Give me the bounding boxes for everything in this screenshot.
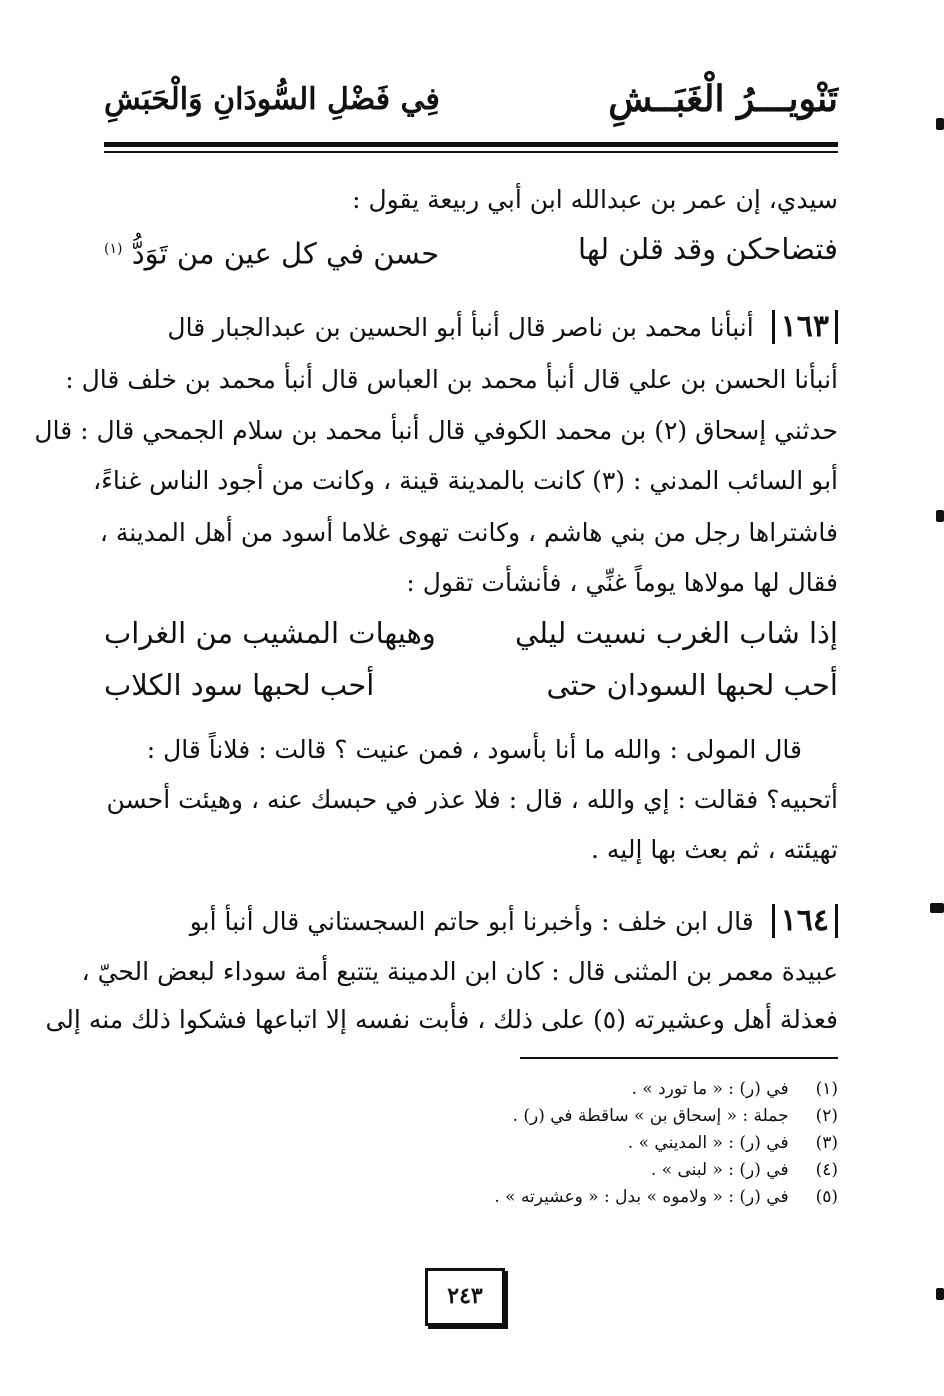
footnote-text: في (ر) : « المديني » . [627,1133,789,1153]
entry-number: ١٦٣ [772,310,838,344]
text-line: حدثني إسحاق (٢) بن محمد الكوفي قال أنبأ محمد بن سلام الجمحي قال : قال [34,416,838,445]
text-line: سيدي، إن عمر بن عبدالله ابن أبي ربيعة يقول : [352,185,838,214]
verse-hemistich-right: فتضاحكن وقد قلن لها [578,232,838,266]
footnote-text: في (ر) : « لبنى » . [650,1160,789,1180]
footnote-text: في (ر) : « ولاموه » بدل : « وعشيرته » . [494,1187,789,1207]
entry-text: أنبأنا محمد بن ناصر قال أنبأ أبو الحسين بن عبدالجبار قال [167,313,754,342]
header-rule-thick [104,142,838,147]
footnote-number: (٣) [815,1133,838,1153]
verse-hemistich-right: أحب لحبها السودان حتى [546,668,838,702]
text-line: أبو السائب المدني : (٣) كانت بالمدينة قينة ، وكانت من أجود الناس غناءً، [93,466,838,495]
footnote-number: (٤) [815,1160,838,1180]
margin-mark [936,510,944,522]
text-line: تهيئته ، ثم بعث بها إليه . [591,835,838,864]
text-line: فاشتراها رجل من بني هاشم ، وكانت تهوى غلاما أسود من أهل المدينة ، [99,518,838,547]
verse-hemistich-left [104,226,439,277]
text-line: عبيدة معمر بن المثنى قال : كان ابن الدمينة يتتبع أمة سوداء لبعض الحيّ ، [81,957,838,986]
footnote-text: جملة : « إسحاق بن » ساقطة في (ر) . [512,1106,789,1126]
text-line [104,308,838,348]
footnote-number: (١) [815,1079,838,1099]
verse-hemistich-right: إذا شاب الغرب نسيت ليلي [514,616,838,650]
footnote-separator [520,1057,838,1059]
running-header [104,78,838,134]
margin-mark [936,1288,944,1300]
footnote [104,1157,838,1183]
verse-line [104,226,838,272]
entry-text: قال ابن خلف : وأخبرنا أبو حاتم السجستاني قال أنبأ أبو [189,907,754,936]
verse-hemistich-left: وهيهات المشيب من الغراب [104,616,436,650]
verse-text: حسن في كل عين من تَوَدُّ [131,236,440,271]
text-line: فقال لها مولاها يوماً غنِّي ، فأنشأت تقول : [406,568,838,597]
book-title: تَنْويـــرُ الْغَبَــشِ [608,78,838,120]
text-line: أنبأنا الحسن بن علي قال أنبأ محمد بن العباس قال أنبأ محمد بن خلف قال : [65,365,838,394]
footnote-text: في (ر) : « ما تورد » . [631,1079,789,1099]
verse-hemistich-left: أحب لحبها سود الكلاب [104,668,375,702]
text-line: فعذلة أهل وعشيرته (٥) على ذلك ، فأبت نفسه إلا اتباعها فشكوا ذلك منه إلى [45,1005,838,1034]
text-line: أتحبيه؟ فقالت : إي والله ، قال : فلا عذر في حبسك عنه ، وهيئت أحسن [106,785,838,814]
footnote [104,1103,838,1129]
main-text [34,180,838,1050]
footnote [104,1130,838,1156]
margin-mark [936,118,944,130]
footnote-ref: (١) [104,241,123,257]
footnote-number: (٥) [815,1187,838,1207]
page-number: ٢٤٣ [425,1268,505,1326]
text-line: قال المولى : والله ما أنا بأسود ، فمن عنيت ؟ قالت : فلاناً قال : [146,735,802,764]
entry-number: ١٦٤ [772,904,838,938]
text-line [104,902,838,942]
footnote [104,1076,838,1102]
footnote [104,1184,838,1210]
book-subtitle: فِي فَضْلِ السُّودَانِ وَالْحَبَشِ [104,82,440,117]
margin-mark [930,903,944,913]
verse-line [104,610,838,656]
header-rule-thin [104,151,838,153]
footnote-number: (٢) [815,1106,838,1126]
verse-line [104,662,838,708]
